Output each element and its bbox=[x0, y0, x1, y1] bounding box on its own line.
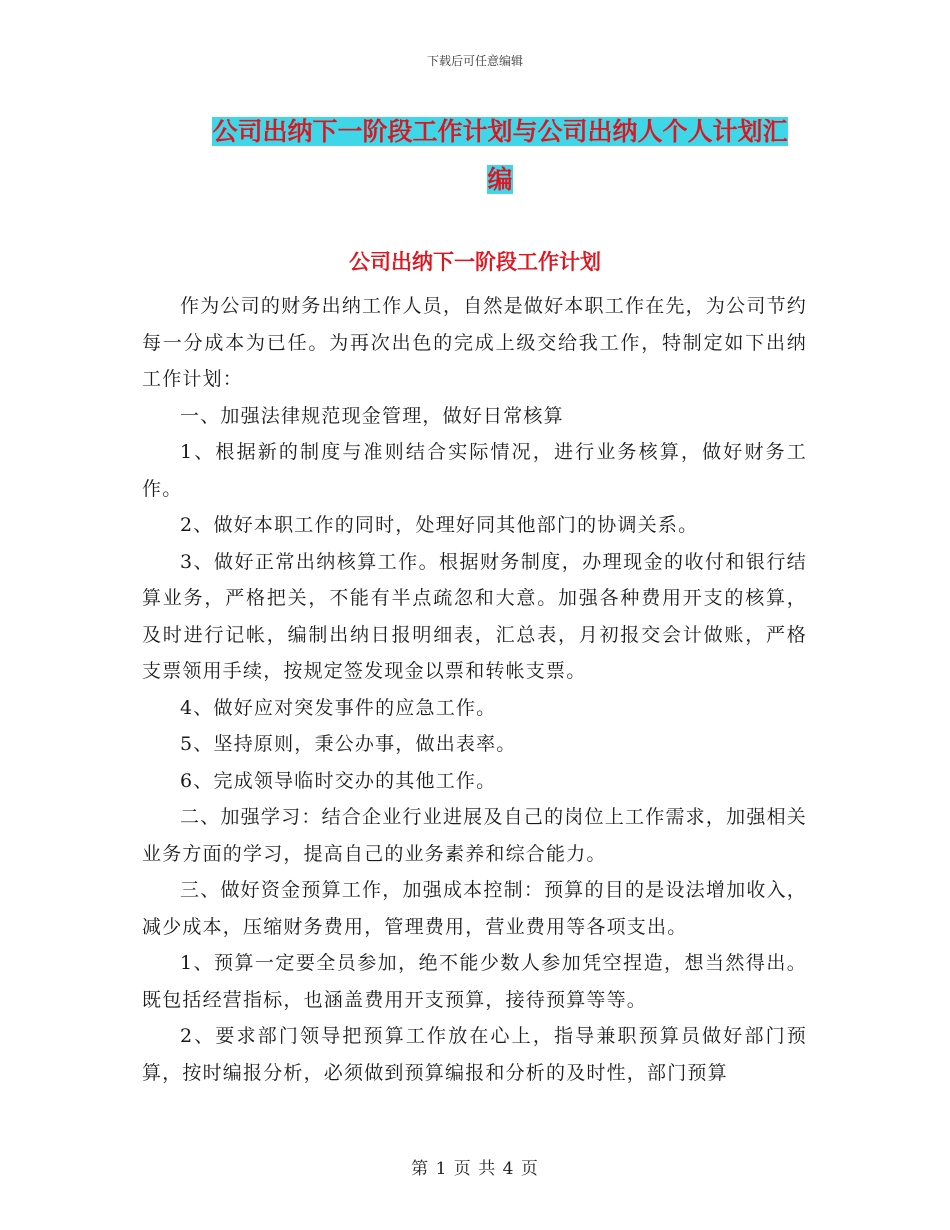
document-title bbox=[190, 108, 810, 204]
paragraph: 6、完成领导临时交办的其他工作。 bbox=[180, 769, 497, 792]
document-title-line-1: 公司出纳下一阶段工作计划与公司出纳人个人计划汇 bbox=[212, 117, 788, 146]
document-title-line-2: 编 bbox=[487, 165, 513, 194]
paragraph: 1、预算一定要全员参加，绝不能少数人参加凭空捏造，想当然得出。既包括经营指标，也涵盖费用开支预算，接待预算等等。 bbox=[142, 952, 807, 1011]
paragraph: 一、加强法律规范现金管理，做好日常核算 bbox=[180, 404, 564, 427]
paragraph: 三、做好资金预算工作，加强成本控制：预算的目的是设法增加收入，减少成本，压缩财务费用，管理费用，营业费用等各项支出。 bbox=[142, 879, 807, 938]
section-title: 公司出纳下一阶段工作计划 bbox=[349, 250, 601, 274]
paragraph: 4、做好应对突发事件的应急工作。 bbox=[180, 696, 497, 719]
document-body bbox=[142, 288, 807, 1091]
paragraph: 作为公司的财务出纳工作人员，自然是做好本职工作在先，为公司节约每一分成本为已任。为再次出色的完成上级交给我工作，特制定如下出纳工作计划： bbox=[142, 295, 807, 390]
page-header-note: 下载后可任意编辑 bbox=[426, 54, 523, 68]
paragraph: 1、根据新的制度与准则结合实际情况，进行业务核算，做好财务工作。 bbox=[142, 441, 807, 500]
paragraph: 二、加强学习：结合企业行业进展及自己的岗位上工作需求，加强相关业务方面的学习，提高自己的业务素养和综合能力。 bbox=[142, 806, 807, 865]
page-number: 第 1 页 共 4 页 bbox=[411, 1159, 539, 1179]
paragraph: 3、做好正常出纳核算工作。根据财务制度，办理现金的收付和银行结算业务，严格把关，不能有半点疏忽和大意。加强各种费用开支的核算，及时进行记帐，编制出纳日报明细表，汇总表，月初报交会计做账，严格支票领用手续，按规定签发现金以票和转帐支票。 bbox=[142, 550, 807, 682]
paragraph: 5、坚持原则，秉公办事，做出表率。 bbox=[180, 733, 517, 755]
paragraph: 2、做好本职工作的同时，处理好同其他部门的协调关系。 bbox=[180, 514, 699, 536]
paragraph: 2、要求部门领导把预算工作放在心上，指导兼职预算员做好部门预算，按时编报分析，必须做到预算编报和分析的及时性，部门预算 bbox=[142, 1025, 807, 1084]
